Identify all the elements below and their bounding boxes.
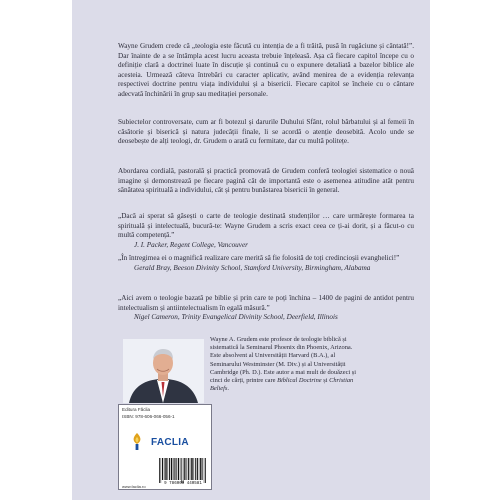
endorsement-author: J. I. Packer, Regent College, Vancouver xyxy=(134,240,248,249)
barcode-icon xyxy=(157,457,209,483)
endorsement xyxy=(118,254,414,273)
barcode-digits: 9 786060 440581 xyxy=(164,482,202,486)
endorsement-quote: „Dacă ai sperat să găsești o carte de teologie destinată studenților … care urmărește formarea ta spirituală și intelectuală, bucură-te: Wayne Grudem a scris exact ceea ce ți-ai dorit, și a făcut-o cu multă competență.” xyxy=(118,212,414,240)
endorsement xyxy=(118,294,414,323)
author-bio xyxy=(210,336,360,393)
publisher-logo-text: FACLIA xyxy=(151,437,189,448)
description-paragraph: Wayne Grudem crede că „teologia este făcută cu intenția de a fi trăită, pusă în rugăciune și cântată!”. Dar înainte de a se întâmpla acest lucru aceasta trebuie înțeleasă. Așa că fiecare capitol începe cu o definiție clară a doctrinei luate în discuție și continuă cu o expunere detaliată a bazelor biblice ale acesteia. Urmează câteva întrebări cu caracter aplicativ, având menirea de a evidenția relevanța respectivei doctrine pentru viața individului și a bisericii. Fiecare capitol se încheie cu o cântare adecvată închinării în grup sau meditației personale. xyxy=(118,42,414,98)
author-portrait-icon xyxy=(123,339,204,403)
book-title: Christian Beliefs xyxy=(210,377,354,393)
endorsement-quote: „Aici avem o teologie bazată pe biblie și prin care te poți închina – 1400 de pagini de antidot pentru intelectualism și antiintelectualism în egală măsură.” xyxy=(118,294,414,312)
endorsement-author: Nigel Cameron, Trinity Evangelical Divinity School, Deerfield, Illinois xyxy=(134,313,338,322)
back-cover xyxy=(72,0,430,500)
description-paragraph: Subiectelor controversate, cum ar fi botezul și darurile Duhului Sfânt, rolul bărbatului și al femeii în căsătorie și biserică și natura judecății finale, li se acordă o atenție deosebită. Acolo unde se deosebește de alți teologi, dr. Grudem o arată cu fermitate, dar cu multă politețe. xyxy=(118,118,414,146)
bio-text: . xyxy=(227,385,229,393)
book-title: Biblical Doctrine xyxy=(277,377,322,385)
description-paragraph: Abordarea cordială, pastorală și practică promovată de Grudem conferă teologiei sistematice o nouă imagine și demonstrează pe fiecare pagină cât de importantă este o asemenea atitudine atât pentru sănătatea spirituală a individului, cât și pentru bunăstarea bisericii în general. xyxy=(118,167,414,195)
bio-text: și xyxy=(321,377,330,385)
publisher-website: www.faclia.ro xyxy=(122,484,146,489)
bio-text: Wayne A. Grudem este profesor de teologie biblică și sistematică la Seminarul Phoenix din Phoenix, Arizona. Este absolvent al Universității Harvard (B.A.), al Seminarului Westminster (M. Div.) și al Universității Cambridge (Ph. D.). Este autor a mai mult de douăzeci și cinci de cărți, printre care xyxy=(210,336,357,385)
endorsement-author: Gerald Bray, Beeson Divinity School, Stamford University, Birmingham, Alabama xyxy=(134,263,371,272)
endorsement xyxy=(118,212,414,250)
publisher-imprint: Editura Făclia xyxy=(122,407,151,412)
publisher-box xyxy=(118,404,212,490)
endorsement-quote: „În întregimea ei o magnifică realizare care merită să fie folosită de toți credincioșii evanghelici!” xyxy=(118,254,400,262)
author-photo xyxy=(123,339,204,403)
isbn-label: ISBN: 978-606-066-056-1 xyxy=(122,414,175,419)
torch-logo-icon xyxy=(123,431,151,451)
